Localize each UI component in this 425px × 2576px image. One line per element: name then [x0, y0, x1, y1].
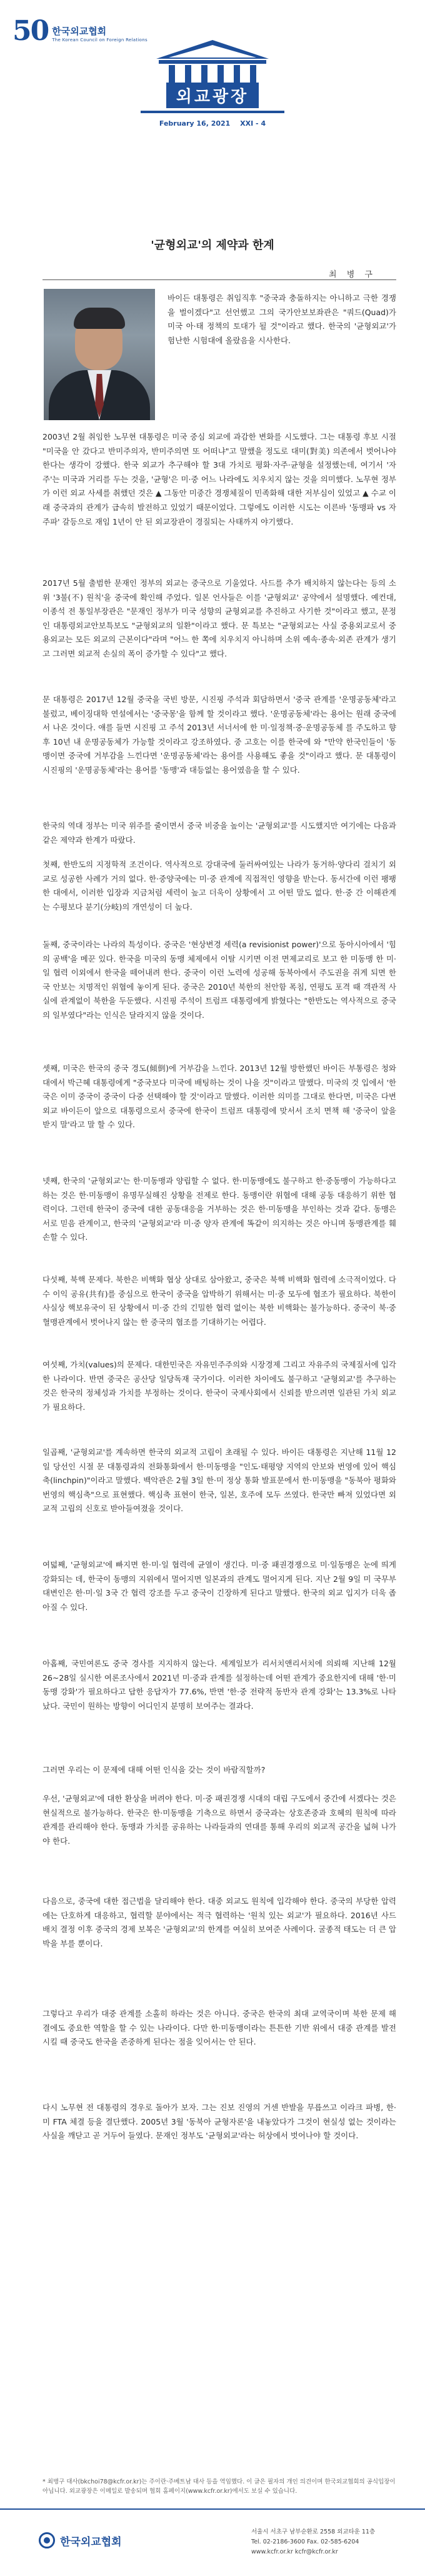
footer-web[interactable]: www.kcfr.or.kr kcfr@kcfr.or.kr — [251, 2548, 338, 2555]
article-paragraph: 여섯째, 가치(values)의 문제다. 대한민국은 자유민주주의와 시장경제 그리고 자유주의 국제질서에 입각한 나라이다. 반면 중국은 공산당 일당독재 국가이다. 이러한 차이에도 불구하고 '균형외교'를 추구하는 것은 한국의 정체성과 가치를 부정하는 것이다. 한국이 국제사회에서 신뢰를 받으려면 일관된 가치 외교가 필요하다. — [42, 1360, 396, 1412]
footer-organization-name: 한국외교협회 — [60, 2535, 122, 2548]
organization-name: 한국외교협회 — [52, 26, 107, 37]
organization-name-english: The Korean Council on Foreign Relations — [52, 38, 148, 43]
footer-address: 서울시 서초구 남부순환로 2558 외교타운 11층 — [251, 2528, 376, 2535]
article-paragraph: 한국의 역대 정부는 미국 위주를 줄이면서 중국 비중을 높이는 '균형외교'를 시도했지만 여기에는 다음과 같은 제약과 한계가 따랐다. — [42, 821, 396, 845]
article-paragraph: 다시 노무현 전 대통령의 경우로 돌아가 보자. 그는 진보 진영의 거센 반발을 무릅쓰고 이라크 파병, 한·미 FTA 체결 등을 결단했다. 2005년 3월 '동북아 균형자론'을 내놓았다가 그것이 현실성 없는 것이라는 사실을 깨닫고 곧 거두어 들였다. 문재인 정부도 '균형외교'라는 허상에서 벗어나야 할 것이다. — [42, 2103, 396, 2141]
article-paragraph: 문 대통령은 2017년 12월 중국을 국빈 방문, 시진핑 주석과 회담하면서 '중국 관계를 '운명공동체'라고 불렀고, 베이징대학 연설에서는 '중국몽'을 함께 할 것이라고 했다. '운명공동체'라는 용어는 원래 중국에서 나온 것이다. 얘를 들면 시진핑 고 주석 2013년 서너서에 한 미·일정책·중·운명공동체 를 주도하고 향후 10년 내 운명공동체가 가능할 것이라고 강조하였다. 중 고호는 이를 한국에 와 "만약 한국인들이 '동맹이면 중국에 거부감을 느낀다면 '운명공동체'라는 용어를 사용해도 좋을 것"이라고 했다. 문 대통령이 시진핑의 '운명공동체'라는 용어를 '동맹'과 대등없는 용어였음을 할 수 있다. — [42, 695, 396, 775]
author-photo — [44, 289, 155, 420]
anniversary-number: 50 — [12, 15, 49, 47]
article-author: 최 병 구 — [329, 270, 376, 279]
article-paragraph: 둘째, 중국이라는 나라의 특성이다. 중국은 '현상변경 세력(a revisionist power)'으로 동아시아에서 '힘의 공백'을 메꾼 있다. 한국을 미국의 동맹 체제에서 이탈 시키면 이전 면제교리로 보고 한 미동맹 한 미·일 협력 이외에서 한국을 떼어내려 한다. 중국이 이런 노력에 성공해 동북아에서 주도권을 쥐게 되면 한국 안보는 치명적인 위협에 놓이게 된다. 중국은 2010년 북한의 천안함 폭침, 연평도 포격 때 객관적 사실에 관계없이 북한을 두둔했다. 시진핑 주석이 트럼프 대통령에게 밝혔다는 "한반도는 역사적으로 중국의 일부였다"라는 인식은 달라지지 않을 것이다. — [42, 940, 396, 1020]
article-paragraph: 일곱째, '균형외교'를 계속하면 한국의 외교적 고립이 초래될 수 있다. 바이든 대통령은 지난해 11월 12일 당선인 시절 문 대통령과의 전화통화에서 한·미동맹을 "인도·태평양 지역의 안보와 번영에 있어 핵심축(linchpin)"이라고 말했다. 백악관은 2월 3일 한·미 정상 통화 발표문에서 한·미동맹을 "동북아 평화와 번영의 핵심축"으로 표현했다. 핵심축 표현이 한국, 일본, 호주에 모두 쓰였다. 한국만 빠져 있었다면 외교적 고립의 신호로 받아들여졌을 것이다. — [42, 1447, 396, 1514]
article-paragraph: 넷째, 한국의 '균형외교'는 한·미동맹과 양립할 수 없다. 한·미동맹에도 불구하고 한·중동맹이 가능하다고 하는 것은 한·미동맹이 유명무실해진 상황을 전제로 한다. 동맹이란 위협에 대해 공동 대응하기 위한 협력이다. 그런데 한국이 중국에 대한 공동대응을 거부하는 것은 한·미동맹을 부인하는 것과 같다. 동맹은 서로 믿음 관계이고, 한국의 '균형외교'라 미·중 양자 관계에 똑같이 의지하는 것은 아니며 동맹관계를 훼손할 수 있다. — [42, 1176, 396, 1242]
article-paragraph: 그렇다고 우리가 대중 관계를 소홀히 하라는 것은 아니다. 중국은 한국의 최대 교역국이며 북한 문제 해결에도 중요한 역할을 할 수 있는 나라이다. 다만 한·미동맹이라는 튼튼한 기반 위에서 대중 관계를 발전시킬 때 중국도 한국을 존중하게 된다는 점을 잊어서는 안 된다. — [42, 2009, 396, 2047]
headline-divider — [42, 279, 396, 280]
footer — [0, 2513, 425, 2576]
article-paragraph: 다섯째, 북핵 문제다. 북한은 비핵화 협상 상대로 삼아왔고, 중국은 북핵 비핵화 협력에 소극적이었다. 다수 이익 공유(共有)를 중심으로 한국이 중국을 압박하기 위해서는 미·중 모두에 협조가 필요하다. 북한이 사실상 핵보유국이 된 상황에서 미·중 간의 긴밀한 협력 없이는 북한 비핵화는 불가능하다. 중국이 북·중 혈맹관계에서 벗어나지 않는 한 중국의 협조를 기대하기는 어렵다. — [42, 1275, 396, 1327]
organization-emblem-icon — [39, 2532, 55, 2548]
article-paragraph: 2003년 2월 취임한 노무현 대통령은 미국 중심 외교에 과감한 변화를 시도했다. 그는 대통령 후보 시절 "미국을 안 갔다고 반미주의자, 반미주의면 또 어떠냐"고 말했을 정도로 대미(對美) 의존에서 벗어나야 한다는 생각이 강했다. 한국 외교가 추구해야 할 3대 가치로 평화·자주·균형을 설정했는데, 여기서 '자주'는 미국과 거리를 두는 것을, '균형'은 미·중 어느 나라에도 치우치지 않는 것을 의미했다. 노무현 정부가 이런 외교 사세를 취했던 것은 ▲ 그동안 미중간 경쟁체질이 민족화해 대한 저부심이 있었고 ▲ 수교 이래 중국과의 관계가 급속히 발전하고 있었기 때문이었다. 그렇에도 이러한 시도는 이른바 '동맹파 vs 자주파' 갈등으로 재임 1년이 안 된 외교장관이 경질되는 사태까지 야기했다. — [42, 432, 396, 526]
article-paragraph: 그러면 우리는 이 문제에 대해 어떤 인식을 갖는 것이 바람직할까? — [42, 1765, 266, 1774]
title-underline — [141, 111, 284, 113]
issue-info — [0, 119, 425, 128]
article-paragraph: 아홉째, 국민여론도 중국 경사를 지지하지 않는다. 세계일보가 리서치앤리서치에 의뢰해 지난해 12월 26~28일 실시한 여론조사에서 2021년 미·중과 관계를 설정하는데 어떤 관계가 중요한지에 대해 '한·미동맹 강화'가 필요하다고 답한 응답자가 77.6%, 반면 '한·중 전략적 동반자 관계 강화'는 13.3%로 나타났다. 국민이 원하는 방향이 어디인지 분명히 보여주는 결과다. — [42, 1659, 396, 1711]
article-paragraph: 셋째, 미국은 한국의 중국 경도(傾倒)에 거부감을 느낀다. 2013년 12월 방한했던 바이든 부통령은 청와대에서 박근혜 대통령에게 "중국보다 미국에 배팅하는 것이 나을 것"이라고 말했다. 미국의 것 입에서 '한국은 이미 중국이 중국이 다중 선택해야 할 것'이라고 말했다. 이러한 의미를 그대로 한다면, 미국은 다변 외교 바이든이 앞으로 대통령으로서 중국에 한국이 트럼프 대통령에 맞서서 조치 면책 해 '중국이 앞을 받지 말'라고 말 할 수 있다. — [42, 1064, 396, 1130]
article-headline: '균형외교'의 제약과 한계 — [151, 239, 274, 252]
author-footnote: * 최병구 대사(bkchoi78@kcfr.or.kr)는 주이란·주베트남 대사 등을 역임했다. 이 글은 필자의 개인 의견이며 한국외교협회의 공식입장이 아닙니다. 외교광장은 이메일로 발송되며 협회 홈페이지(www.kcfr.or.kr)에서도 보실 수 있습니다. — [42, 2478, 396, 2495]
article-paragraph: 2017년 5월 출범한 문재인 정부의 외교는 중국으로 기울었다. 사드를 추가 배치하지 않는다는 등의 소위 '3불(不) 원칙'을 중국에 확인해 주었다. 일본 언사들은 이를 '균형외교' 공약에서 설명했다. 예컨대, 이종석 전 통일부장관은 "문재인 정부가 미국 성향의 균형외교를 추진하고 사기한 것"이라고 했고, 문정인 대통령외교안보특보도 "균형외교의 일환"이라고 했다. 문 특보는 "균형외교는 사실 중용외교로서 중용외교는 모든 외교의 근본이다"라며 "어느 한 쪽에 치우치지 아니하며 소위 예속·종속·외존 관계가 생기고 그러면 외교적 손실의 폭이 증가할 수 있다"고 했다. — [42, 578, 396, 658]
building-columns-icon — [150, 38, 275, 84]
footer-phone: Tel. 02-2186-3600 Fax. 02-585-6204 — [251, 2538, 359, 2545]
masthead — [0, 38, 425, 128]
issue-number: XXI - 4 — [240, 119, 266, 128]
article-paragraph: 여덟째, '균형외교'에 빠지면 한·미·일 협력에 균열이 생긴다. 미·중 패권경쟁으로 미·일동맹은 눈에 띄게 강화되는 데, 한국이 동맹의 지위에서 멀어지면 일본과의 관계도 멀어지게 된다. 지난 2월 9일 미 국무부 대변인은 한·미·일 3국 간 협력 강조를 두고 중국이 긴장하게 된다고 말했다. 한국의 외교 입지가 더욱 좁아질 수 있다. — [42, 1560, 396, 1612]
newsletter-title: 외교광장 — [166, 83, 259, 108]
footer-divider — [0, 2508, 425, 2510]
issue-date: February 16, 2021 — [159, 119, 231, 128]
article-paragraph: 다음으로, 중국에 대한 접근법을 달리해야 한다. 대중 외교도 원칙에 입각해야 한다. 중국의 부당한 압력에는 단호하게 대응하고, 협력할 분야에서는 적극 협력하는 '원칙 있는 외교'가 필요하다. 2016년 사드 배치 결정 이후 중국의 경제 보복은 '균형외교'의 한계를 여실히 보여준 사례이다. 굴종적 태도는 더 큰 압박을 부를 뿐이다. — [42, 1896, 396, 1948]
footer-contact-info — [251, 2527, 375, 2557]
article-paragraph: 첫째, 한반도의 지정학적 조건이다. 역사적으로 강대국에 둘러싸여있는 나라가 동거하·양다리 걸치기 외교로 성공한 사례가 거의 없다. 한·중양국에는 미·중 관계에 직접적인 영향을 받는다. 동서간에 이런 팽팽한 대에서, 이러한 입장과 지금처럼 세력이 높고 더욱이 상황에서 고 어떤 말도 없다. 한·중 간 이해관계는 수평보다 분기(分岐)의 개연성이 더 높다. — [42, 860, 396, 912]
footer-logo — [39, 2532, 122, 2548]
article-paragraph: 바이든 대통령은 취임직후 "중국과 충돌하지는 아니하고 극한 경쟁을 벌이겠다"고 선언했고 그의 국가안보보좌관은 "쿼드(Quad)가 미국 아·태 정책의 토대가 될 것"이라고 했다. 한국의 '균형외교'가 험난한 시험대에 올랐음을 시사한다. — [168, 293, 396, 345]
article-paragraph: 우선, '균형외교'에 대한 환상을 버려야 한다. 미·중 패권경쟁 시대의 대립 구도에서 중간에 서겠다는 것은 현실적으로 불가능하다. 한국은 한·미동맹을 기축으로 하면서 중국과는 상호존중과 호혜의 원칙에 따라 관계를 관리해야 한다. 동맹과 가치를 공유하는 나라들과의 연대를 통해 우리의 외교적 공간을 넓혀 나가야 한다. — [42, 1794, 396, 1846]
